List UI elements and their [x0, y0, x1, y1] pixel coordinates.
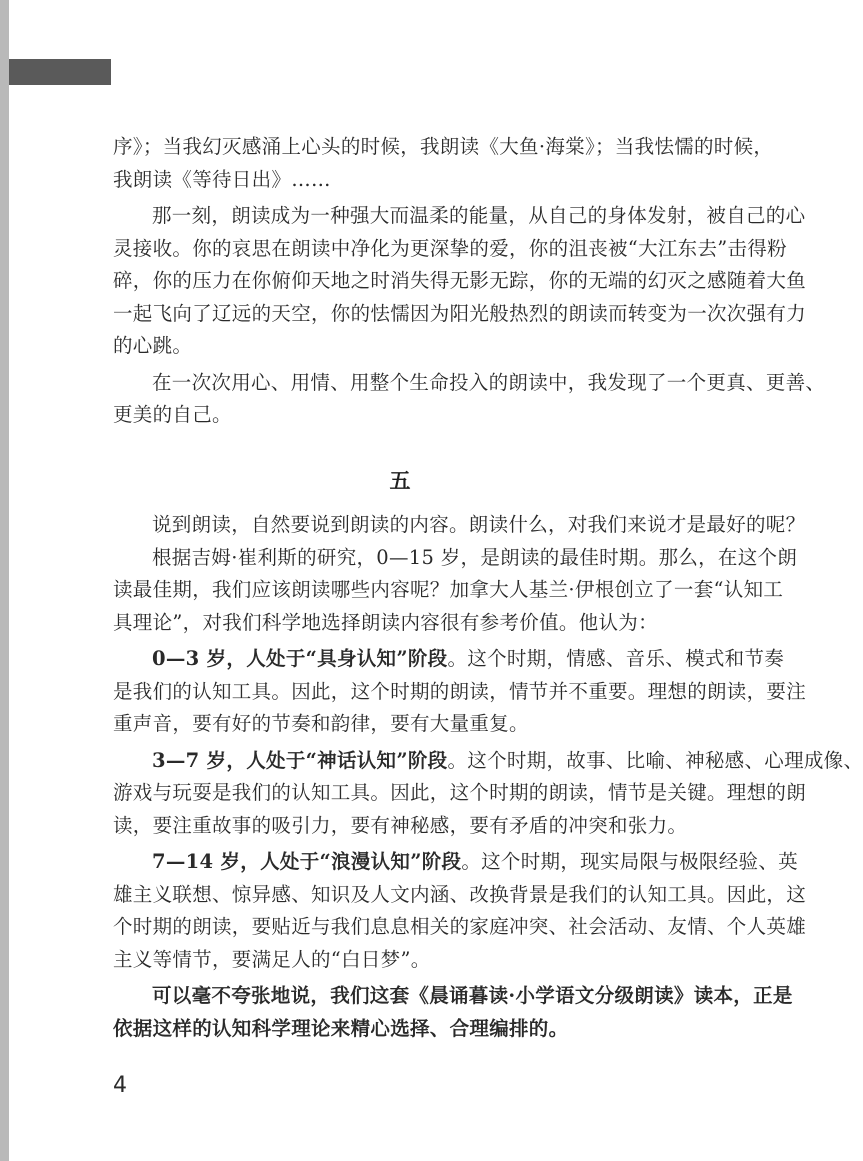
paragraph-discovery — [113, 367, 826, 432]
text-line — [113, 846, 798, 879]
paragraph-energy — [113, 200, 807, 363]
text-line: 重声音，要有好的节奏和韵律，要有大量重复。 — [113, 712, 529, 735]
text-line: 依据这样的认知科学理论来精心选择、合理编排的。 — [113, 1016, 569, 1040]
top-text-block — [113, 131, 826, 432]
stage-text: 。这个时期，故事、比喻、神秘感、心理成像、 — [447, 748, 863, 772]
text-line: 一起飞向了辽远的天空，你的怯懦因为阳光般热烈的朗读而转变为一次次强有力 — [113, 301, 807, 325]
text-line: 灵接收。你的哀思在朗读中净化为更深挚的爱，你的沮丧被“大江东去”击得粉 — [113, 236, 787, 260]
page-number: 4 — [113, 1073, 127, 1098]
paragraph-stage-embodied — [113, 643, 807, 741]
stage-lead: 0—3 岁，人处于“具身认知”阶段 — [152, 647, 448, 670]
section-text-block — [113, 509, 863, 1045]
text-line: 游戏与玩耍是我们的认知工具。因此，这个时期的朗读，情节是关键。理想的朗 — [113, 781, 807, 804]
page-edge-rule — [0, 0, 9, 1161]
paragraph-research — [113, 542, 798, 640]
text-line: 可以毫不夸张地说，我们这套《晨诵暮读·小学语文分级朗读》读本，正是 — [152, 984, 793, 1007]
stage-text: 。这个时期，现实局限与极限经验、英 — [461, 850, 798, 873]
text-line: 的心跳。 — [113, 334, 193, 357]
running-header-tab — [9, 59, 111, 85]
text-line: 读，要注重故事的吸引力，要有神秘感，要有矛盾的冲突和张力。 — [113, 813, 688, 837]
text-line: 那一刻，朗读成为一种强大而温柔的能量，从自己的身体发射，被自己的心 — [152, 204, 806, 227]
text-line: 我朗读《等待日出》…… — [113, 167, 331, 191]
paragraph-continuation — [113, 131, 774, 196]
text-line: 读最佳期，我们应该朗读哪些内容呢？加拿大人基兰·伊根创立了一套“认知工 — [113, 578, 784, 601]
text-line: 个时期的朗读，要贴近与我们息息相关的家庭冲突、社会活动、友情、个人英雄 — [113, 915, 807, 938]
text-line — [113, 643, 785, 676]
stage-lead: 7—14 岁，人处于“浪漫认知”阶段 — [152, 850, 462, 873]
text-line: 根据吉姆·崔利斯的研究，0—15 岁，是朗读的最佳时期。那么，在这个朗 — [152, 545, 798, 569]
text-line: 在一次次用心、用情、用整个生命投入的朗读中，我发现了一个更真、更善、 — [152, 370, 826, 394]
text-line: 雄主义联想、惊异感、知识及人文内涵、改换背景是我们的认知工具。因此，这 — [113, 882, 807, 906]
text-line: 碎，你的压力在你俯仰天地之时消失得无影无踪，你的无端的幻灭之感随着大鱼 — [113, 269, 807, 292]
stage-text: 。这个时期，情感、音乐、模式和节奏 — [447, 647, 785, 670]
text-line: 序》；当我幻灭感涌上心头的时候，我朗读《大鱼·海棠》；当我怯懦的时候， — [113, 135, 774, 158]
paragraph-stage-romantic — [113, 846, 807, 976]
paragraph-stage-mythic — [113, 745, 863, 843]
paragraph-closing — [113, 980, 793, 1045]
text-line: 具理论”，对我们科学地选择朗读内容很有参考价值。他认为： — [113, 610, 658, 634]
text-line: 主义等情节，要满足人的“白日梦”。 — [113, 947, 431, 971]
paragraph-intro — [113, 509, 806, 542]
section-heading: 五 — [389, 468, 411, 493]
stage-lead: 3—7 岁，人处于“神话认知”阶段 — [152, 748, 448, 772]
text-line: 说到朗读，自然要说到朗读的内容。朗读什么，对我们来说才是最好的呢？ — [152, 513, 806, 536]
text-line — [113, 745, 863, 778]
text-line: 是我们的认知工具。因此，这个时期的朗读，情节并不重要。理想的朗读，要注 — [113, 679, 807, 703]
text-line: 更美的自己。 — [113, 403, 232, 426]
